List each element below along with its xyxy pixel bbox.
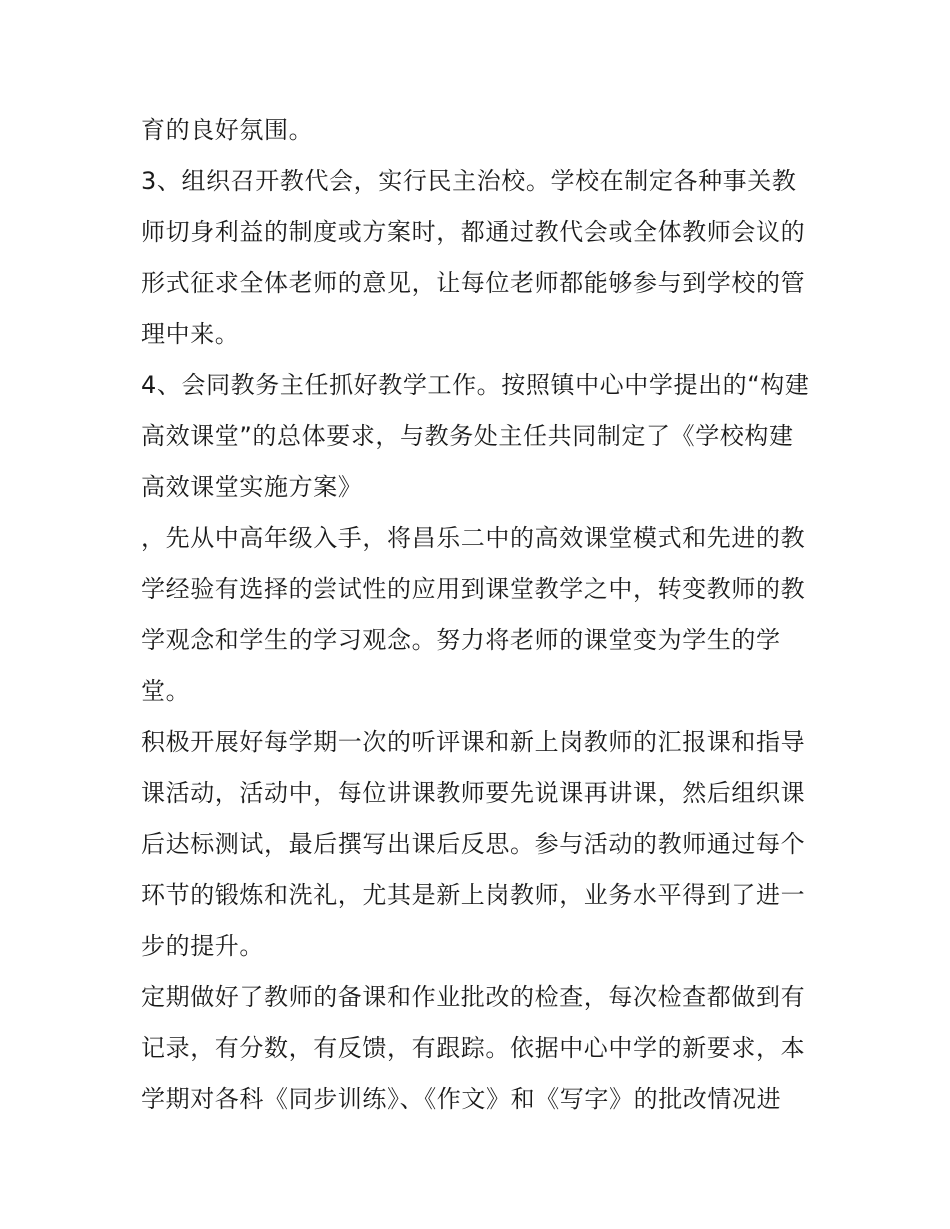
text-line: ，先从中高年级入手，将昌乐二中的高效课堂模式和先进的教: [141, 524, 806, 552]
text-line: 后达标测试，最后撰写出课后反思。参与活动的教师通过每个: [141, 830, 806, 858]
text-line: 记录，有分数，有反馈，有跟踪。依据中心中学的新要求，本: [141, 1034, 806, 1062]
text-line: 堂。: [141, 677, 191, 705]
text-line: 4、会同教务主任抓好教学工作。按照镇中心中学提出的“构建: [141, 371, 810, 399]
text-line: 高效课堂”的总体要求，与教务处主任共同制定了《学校构建: [141, 422, 794, 450]
text-line: 学期对各科《同步训练》、《作文》和《写字》的批改情况进: [141, 1085, 782, 1113]
text-line: 育的良好氛围。: [141, 116, 314, 144]
text-line: 课活动，活动中，每位讲课教师要先说课再讲课，然后组织课: [141, 779, 806, 807]
text-line: 步的提升。: [141, 932, 264, 960]
text-line: 师切身利益的制度或方案时，都通过教代会或全体教师会议的: [141, 218, 806, 246]
text-line: 积极开展好每学期一次的听评课和新上岗教师的汇报课和指导: [141, 728, 806, 756]
document-body: [141, 105, 821, 1125]
text-line: 理中来。: [141, 320, 240, 348]
text-line: 形式征求全体老师的意见，让每位老师都能够参与到学校的管: [141, 269, 806, 297]
text-line: 定期做好了教师的备课和作业批改的检查，每次检查都做到有: [141, 983, 806, 1011]
text-line: 高效课堂实施方案》: [141, 473, 363, 501]
text-line: 学观念和学生的学习观念。努力将老师的课堂变为学生的学: [141, 626, 781, 654]
text-line: 3、组织召开教代会，实行民主治校。学校在制定各种事关教: [141, 167, 797, 195]
text-line: 环节的锻炼和洗礼，尤其是新上岗教师，业务水平得到了进一: [141, 881, 806, 909]
text-line: 学经验有选择的尝试性的应用到课堂教学之中，转变教师的教: [141, 575, 806, 603]
